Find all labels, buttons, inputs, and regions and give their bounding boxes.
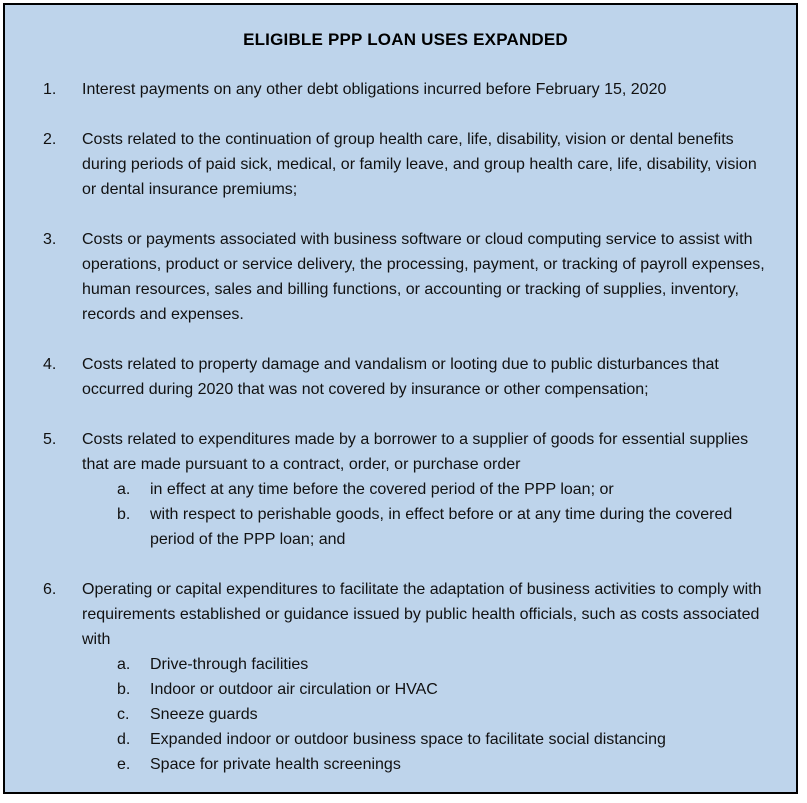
item-body: [82, 577, 768, 777]
sub-list-item: [117, 752, 768, 777]
sub-item-letter: d.: [117, 731, 131, 748]
sub-list-item: [117, 702, 768, 727]
sub-item-text: Drive-through facilities: [150, 656, 309, 673]
item-body: [82, 427, 768, 552]
item-text: Interest payments on any other debt obligations incurred before February 15, 2020: [82, 81, 667, 98]
sub-item-letter: e.: [117, 756, 131, 773]
list-item: [43, 427, 768, 552]
item-number: 5.: [43, 431, 57, 448]
item-number: 4.: [43, 356, 57, 373]
sub-item-letter: a.: [117, 481, 131, 498]
sub-item-letter: c.: [117, 706, 130, 723]
sub-item-letter: a.: [117, 656, 131, 673]
sub-item-text: in effect at any time before the covered period of the PPP loan; or: [150, 481, 614, 498]
item-body: [82, 77, 768, 102]
item-text: Costs or payments associated with business software or cloud computing service to assist with operations, product or service delivery, the processing, payment, or tracking of payroll expenses, human resources, sales and billing functions, or accounting or tracking of supplies, inventory, records and expenses.: [82, 231, 765, 323]
list-item: [43, 577, 768, 777]
item-text: Costs related to the continuation of group health care, life, disability, vision or dental benefits during periods of paid sick, medical, or family leave, and group health care, life, disability, vision or dental insurance premiums;: [82, 131, 757, 198]
item-body: [82, 227, 768, 327]
list-item: [43, 77, 768, 102]
sub-item-text: Indoor or outdoor air circulation or HVAC: [150, 681, 438, 698]
sub-list: [117, 477, 768, 552]
sub-item-letter: b.: [117, 506, 131, 523]
list-item: [43, 352, 768, 402]
sub-item-text: Expanded indoor or outdoor business space to facilitate social distancing: [150, 731, 666, 748]
page-title: ELIGIBLE PPP LOAN USES EXPANDED: [243, 30, 568, 49]
sub-list: [117, 652, 768, 777]
sub-list-item: [117, 477, 768, 502]
item-number: 2.: [43, 131, 57, 148]
sub-item-letter: b.: [117, 681, 131, 698]
sub-list-item: [117, 502, 768, 552]
item-number: 6.: [43, 581, 57, 598]
sub-list-item: [117, 652, 768, 677]
sub-item-text: Sneeze guards: [150, 706, 258, 723]
item-text: Costs related to property damage and vandalism or looting due to public disturbances that occurred during 2020 that was not covered by insurance or other compensation;: [82, 356, 719, 398]
list-item: [43, 127, 768, 202]
item-number: 3.: [43, 231, 57, 248]
item-text: Operating or capital expenditures to facilitate the adaptation of business activities to comply with requirements established or guidance issued by public health officials, such as costs associated with: [82, 581, 762, 648]
item-body: [82, 352, 768, 402]
item-number: 1.: [43, 81, 57, 98]
sub-list-item: [117, 727, 768, 752]
item-text: Costs related to expenditures made by a borrower to a supplier of goods for essential supplies that are made pursuant to a contract, order, or purchase order: [82, 431, 749, 473]
sub-item-text: Space for private health screenings: [150, 756, 401, 773]
item-body: [82, 127, 768, 202]
document-panel: [3, 3, 798, 794]
loan-uses-list: [43, 77, 768, 777]
sub-list-item: [117, 677, 768, 702]
list-item: [43, 227, 768, 327]
sub-item-text: with respect to perishable goods, in effect before or at any time during the covered period of the PPP loan; and: [150, 506, 733, 548]
